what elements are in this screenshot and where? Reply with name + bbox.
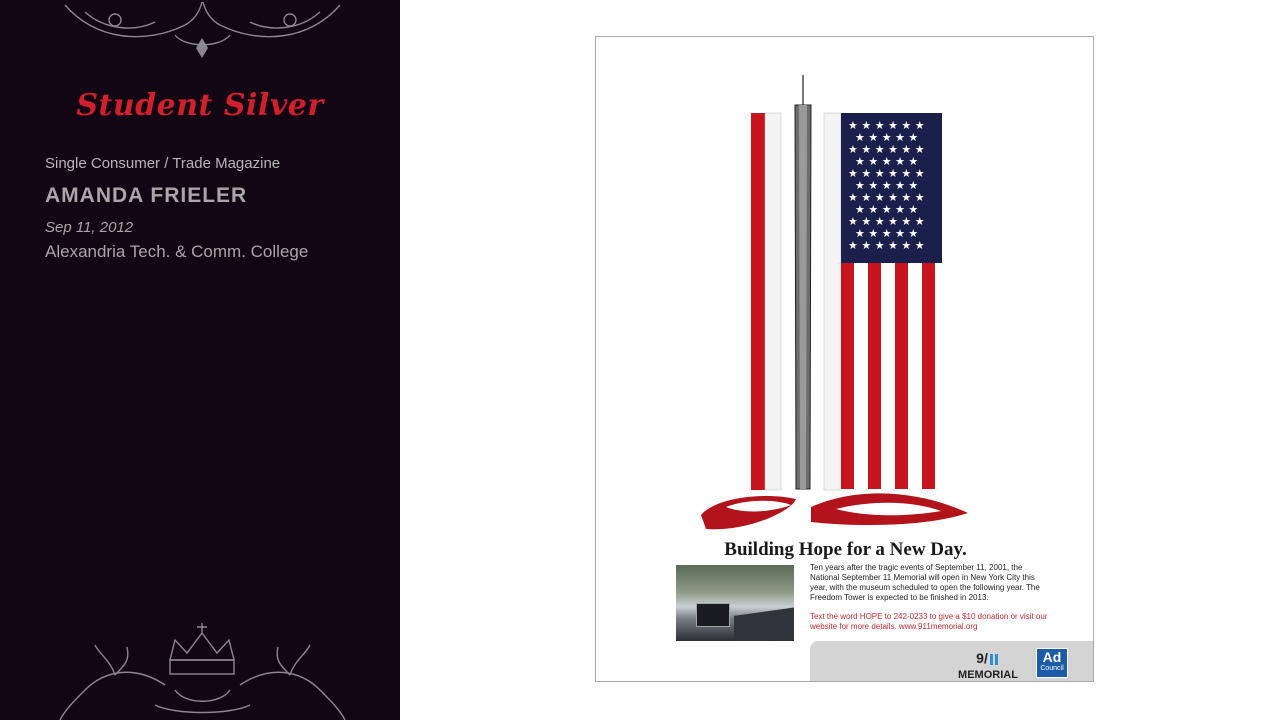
svg-text:★ ★ ★ ★ ★ ★: ★ ★ ★ ★ ★ ★	[848, 143, 925, 156]
poster-headline: Building Hope for a New Day.	[724, 539, 967, 560]
svg-text:★ ★ ★ ★ ★: ★ ★ ★ ★ ★	[855, 179, 919, 192]
award-date: Sep 11, 2012	[45, 219, 134, 236]
svg-text:★ ★ ★ ★ ★: ★ ★ ★ ★ ★	[855, 227, 919, 240]
svg-text:★ ★ ★ ★ ★: ★ ★ ★ ★ ★	[855, 203, 919, 216]
ornament-crown-griffins-icon	[55, 615, 350, 720]
american-flag-icon	[841, 113, 942, 489]
ornament-crest-icon	[55, 0, 350, 70]
student-name: AMANDA FRIELER	[45, 184, 248, 207]
freedom-tower-icon	[795, 75, 811, 489]
award-title: Student Silver	[76, 88, 324, 123]
svg-text:★ ★ ★ ★ ★: ★ ★ ★ ★ ★	[855, 155, 919, 168]
left-flag-stripe-icon	[751, 113, 765, 490]
svg-text:★ ★ ★ ★ ★ ★: ★ ★ ★ ★ ★ ★	[848, 119, 925, 132]
flag-tower-illustration	[596, 37, 1094, 537]
award-category: Single Consumer / Trade Magazine	[45, 155, 281, 172]
ribbon-base-icon	[701, 493, 968, 529]
svg-text:★ ★ ★ ★ ★: ★ ★ ★ ★ ★	[855, 131, 919, 144]
memorial-photo-icon	[676, 565, 794, 641]
svg-text:★ ★ ★ ★ ★ ★: ★ ★ ★ ★ ★ ★	[848, 167, 925, 180]
poster-body-copy: Ten years after the tragic events of September 11, 2001, the National September 11 Memorial will open in New York City this year, with the museum scheduled to open the following year. The Freedom Tower is expected to be finished in 2013.	[810, 563, 1040, 602]
ad-council-logo-icon	[1036, 648, 1068, 678]
svg-text:★ ★ ★ ★ ★ ★: ★ ★ ★ ★ ★ ★	[848, 191, 925, 204]
adcouncil-council-text: Council	[1040, 665, 1064, 672]
adcouncil-ad-text: Ad	[1042, 649, 1062, 665]
svg-text:★ ★ ★ ★ ★ ★: ★ ★ ★ ★ ★ ★	[848, 239, 925, 252]
memorial-logo-number: 9/	[976, 650, 988, 666]
poster-footer-bar	[810, 641, 1094, 682]
memorial-logo-text: MEMORIAL	[958, 669, 1018, 681]
poster-call-to-action: Text the word HOPE to 242-0233 to give a $10 donation or visit our website for more details. www.911memorial.org	[810, 612, 1048, 631]
poster-artwork	[595, 36, 1094, 682]
911-memorial-logo-icon	[952, 648, 1024, 682]
school-name: Alexandria Tech. & Comm. College	[45, 242, 309, 261]
left-info-panel	[0, 0, 400, 720]
svg-text:★ ★ ★ ★ ★ ★: ★ ★ ★ ★ ★ ★	[848, 215, 925, 228]
